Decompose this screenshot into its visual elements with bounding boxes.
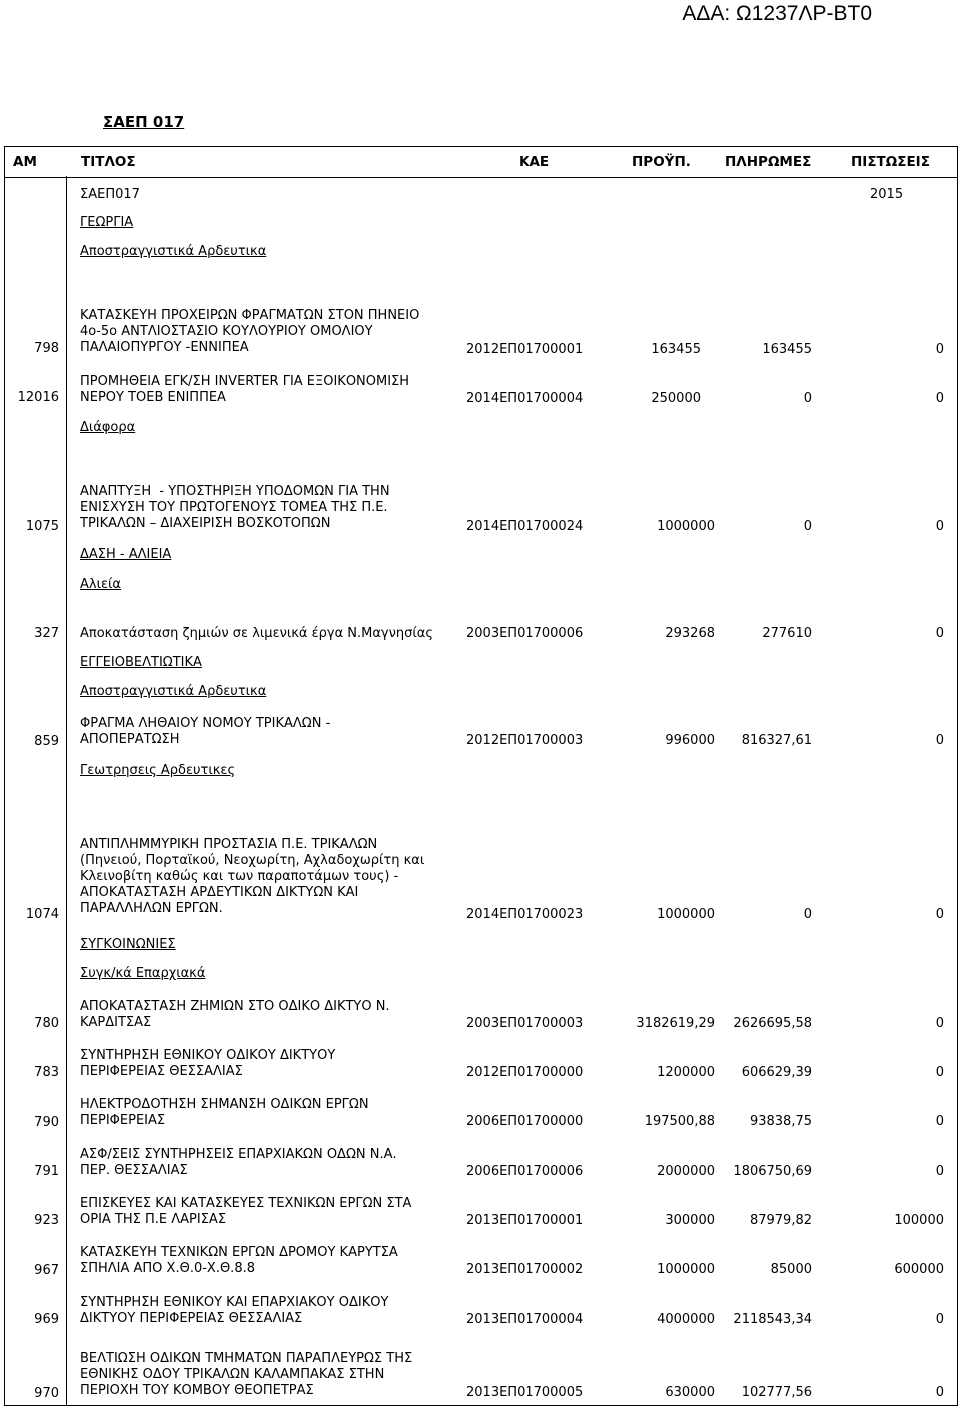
row-am: 327 [34,626,59,641]
row-title: ΣΥΝΤΗΡΗΣΗ ΕΘΝΙΚΟΥ ΚΑΙ ΕΠΑΡΧΙΑΚΟΥ ΟΔΙΚΟΥ ΔΙΚΤΥΟΥ ΠΕΡΙΦΕΡΕΙΑΣ ΘΕΣΣΑΛΙΑΣ [80,1295,389,1326]
row-proyp: 1000000 [657,519,715,534]
row-pliromes: 816327,61 [741,733,812,748]
row-kae: 2012ΕΠ01700001 [466,342,584,357]
category-label: Γεωτρησεις Αρδευτικες [80,763,236,778]
page-title: ΣΑΕΠ 017 [103,113,185,131]
header-pliromes: ΠΛΗΡΩΜΕΣ [725,154,812,170]
row-title: ΣΥΝΤΗΡΗΣΗ ΕΘΝΙΚΟΥ ΟΔΙΚΟΥ ΔΙΚΤΥΟΥ ΠΕΡΙΦΕΡΕΙΑΣ ΘΕΣΣΑΛΙΑΣ [80,1048,336,1079]
row-pistoseis: 0 [935,1065,944,1080]
row-pliromes: 0 [803,907,812,922]
row-pistoseis: 100000 [894,1213,944,1228]
row-am: 1075 [25,519,59,534]
table-header [4,146,958,178]
category-label: Συγκ/κά Επαρχιακά [80,966,206,981]
row-kae: 2014ΕΠ01700023 [466,907,584,922]
row-pliromes: 163455 [762,342,812,357]
row-am: 967 [34,1263,59,1278]
row-pliromes: 1806750,69 [733,1164,812,1179]
row-pistoseis: 0 [935,1312,944,1327]
row-proyp: 300000 [665,1213,715,1228]
sae-label: ΣΑΕΠ017 [80,187,140,202]
row-am: 790 [34,1115,59,1130]
row-am: 859 [34,734,59,749]
row-am: 798 [34,341,59,356]
row-am: 12016 [17,390,59,405]
row-pistoseis: 0 [935,391,944,406]
row-pistoseis: 600000 [894,1262,944,1277]
header-am: ΑΜ [13,154,37,170]
row-pistoseis: 0 [935,733,944,748]
row-pistoseis: 0 [935,519,944,534]
row-pliromes: 85000 [770,1262,812,1277]
row-kae: 2006ΕΠ01700000 [466,1114,584,1129]
row-kae: 2014ΕΠ01700024 [466,519,584,534]
row-proyp: 1000000 [657,907,715,922]
row-proyp: 250000 [651,391,701,406]
row-kae: 2012ΕΠ01700003 [466,733,584,748]
category-label: Αποστραγγιστικά Αρδευτικα [80,684,267,699]
row-pliromes: 87979,82 [749,1213,812,1228]
category-label: ΕΓΓΕΙΟΒΕΛΤΙΩΤΙΚΑ [80,655,202,670]
row-kae: 2013ΕΠ01700002 [466,1262,584,1277]
category-label: ΓΕΩΡΓΙΑ [80,215,134,230]
row-proyp: 163455 [651,342,701,357]
row-title: ΑΝΤΙΠΛΗΜΜΥΡΙΚΗ ΠΡΟΣΤΑΣΙΑ Π.Ε. ΤΡΙΚΑΛΩΝ (Πηνειού, Πορταϊκού, Νεοχωρίτη, Αχλαδοχωρίτη και Κλεινοβίτη καθώς και των παραποτάμων τους) - ΑΠΟΚΑΤΑΣΤΑΣΗ ΑΡΔΕΥΤΙΚΩΝ ΔΙΚΤΥΩΝ ΚΑΙ ΠΑΡΑΛΛΗΛΩΝ ΕΡΓΩΝ. [80,837,425,916]
row-title: ΑΠΟΚΑΤΑΣΤΑΣΗ ΖΗΜΙΩΝ ΣΤΟ ΟΔΙΚΟ ΔΙΚΤΥΟ Ν. ΚΑΡΔΙΤΣΑΣ [80,999,390,1030]
row-title: Αποκατάσταση ζημιών σε λιμενικά έργα Ν.Μαγνησίας [80,626,433,641]
row-title: ΒΕΛΤΙΩΣΗ ΟΔΙΚΩΝ ΤΜΗΜΑΤΩΝ ΠΑΡΑΠΛΕΥΡΩΣ ΤΗΣ ΕΘΝΙΚΗΣ ΟΔΟΥ ΤΡΙΚΑΛΩΝ ΚΑΛΑΜΠΑΚΑΣ ΣΤΗΝ ΠΕΡΙΟΧΗ ΤΟΥ ΚΟΜΒΟΥ ΘΕΟΠΕΤΡΑΣ [80,1351,413,1398]
row-proyp: 630000 [665,1385,715,1400]
sae-year: 2015 [870,187,904,202]
row-title: ΦΡΑΓΜΑ ΛΗΘΑΙΟΥ ΝΟΜΟΥ ΤΡΙΚΑΛΩΝ - ΑΠΟΠΕΡΑΤΩΣΗ [80,716,331,747]
row-pliromes: 606629,39 [741,1065,812,1080]
row-title: ΑΣΦ/ΣΕΙΣ ΣΥΝΤΗΡΗΣΕΙΣ ΕΠΑΡΧΙΑΚΩΝ ΟΔΩΝ Ν.Α. ΠΕΡ. ΘΕΣΣΑΛΙΑΣ [80,1147,397,1178]
row-proyp: 4000000 [657,1312,715,1327]
category-label: Διάφορα [80,420,136,435]
row-proyp: 996000 [665,733,715,748]
category-label: ΔΑΣΗ - ΑΛΙΕΙΑ [80,547,172,562]
header-titlos: ΤΙΤΛΟΣ [81,154,136,170]
column-divider [66,176,67,1406]
row-kae: 2013ΕΠ01700001 [466,1213,584,1228]
row-proyp: 1000000 [657,1262,715,1277]
header-kae: ΚΑΕ [519,154,550,170]
row-title: ΑΝΑΠΤΥΞΗ - ΥΠΟΣΤΗΡΙΞΗ ΥΠΟΔΟΜΩΝ ΓΙΑ ΤΗΝ ΕΝΙΣΧΥΣΗ ΤΟΥ ΠΡΩΤΟΓΕΝΟΥΣ ΤΟΜΕΑ ΤΗΣ Π.Ε. ΤΡΙΚΑΛΩΝ – ΔΙΑΧΕΙΡΙΣΗ ΒΟΣΚΟΤΟΠΩΝ [80,484,390,531]
row-pliromes: 102777,56 [741,1385,812,1400]
row-kae: 2003ΕΠ01700003 [466,1016,584,1031]
row-proyp: 293268 [665,626,715,641]
row-proyp: 2000000 [657,1164,715,1179]
row-am: 969 [34,1312,59,1327]
row-proyp: 197500,88 [644,1114,715,1129]
row-pliromes: 93838,75 [749,1114,812,1129]
row-pistoseis: 0 [935,1114,944,1129]
row-kae: 2003ΕΠ01700006 [466,626,584,641]
row-pistoseis: 0 [935,1385,944,1400]
row-pliromes: 0 [803,519,812,534]
row-am: 923 [34,1213,59,1228]
category-label: Αποστραγγιστικά Αρδευτικα [80,244,267,259]
row-pliromes: 277610 [762,626,812,641]
row-kae: 2012ΕΠ01700000 [466,1065,584,1080]
row-title: ΠΡΟΜΗΘΕΙΑ ΕΓΚ/ΣΗ INVERTER ΓΙΑ ΕΞΟΙΚΟΝΟΜΙΣΗ ΝΕΡΟΥ ΤΟΕΒ ΕΝΙΠΠΕΑ [80,374,410,405]
row-kae: 2014ΕΠ01700004 [466,391,584,406]
header-proyp: ΠΡΟΫΠ. [632,154,691,170]
row-pistoseis: 0 [935,626,944,641]
row-pistoseis: 0 [935,907,944,922]
row-title: ΕΠΙΣΚΕΥΕΣ ΚΑΙ ΚΑΤΑΣΚΕΥΕΣ ΤΕΧΝΙΚΩΝ ΕΡΓΩΝ ΣΤΑ ΟΡΙΑ ΤΗΣ Π.Ε ΛΑΡΙΣΑΣ [80,1196,412,1227]
header-pistoseis: ΠΙΣΤΩΣΕΙΣ [851,154,930,170]
row-title: ΚΑΤΑΣΚΕΥΗ ΤΕΧΝΙΚΩΝ ΕΡΓΩΝ ΔΡΟΜΟΥ ΚΑΡΥΤΣΑ ΣΠΗΛΙΑ ΑΠΟ Χ.Θ.0-Χ.Θ.8.8 [80,1245,398,1276]
row-am: 1074 [25,907,59,922]
row-pistoseis: 0 [935,1164,944,1179]
row-title: ΚΑΤΑΣΚΕΥΗ ΠΡΟΧΕΙΡΩΝ ΦΡΑΓΜΑΤΩΝ ΣΤΟΝ ΠΗΝΕΙΟ 4ο-5ο ΑΝΤΛΙΟΣΤΑΣΙΟ ΚΟΥΛΟΥΡΙΟΥ ΟΜΟΛΙΟΥ ΠΑΛΑΙΟΠΥΡΓΟΥ -ΕΝΝΙΠΕΑ [80,308,420,355]
row-kae: 2006ΕΠ01700006 [466,1164,584,1179]
row-am: 970 [34,1386,59,1401]
category-label: ΣΥΓΚΟΙΝΩΝΙΕΣ [80,937,176,952]
row-pliromes: 0 [803,391,812,406]
row-title: ΗΛΕΚΤΡΟΔΟΤΗΣΗ ΣΗΜΑΝΣΗ ΟΔΙΚΩΝ ΕΡΓΩΝ ΠΕΡΙΦΕΡΕΙΑΣ [80,1097,369,1128]
row-pliromes: 2118543,34 [733,1312,812,1327]
row-proyp: 3182619,29 [636,1016,715,1031]
row-am: 791 [34,1164,59,1179]
row-pistoseis: 0 [935,342,944,357]
category-label: Αλιεία [80,577,121,592]
row-am: 780 [34,1016,59,1031]
row-am: 783 [34,1065,59,1080]
row-pistoseis: 0 [935,1016,944,1031]
row-proyp: 1200000 [657,1065,715,1080]
row-kae: 2013ΕΠ01700005 [466,1385,584,1400]
ada-watermark: ΑΔΑ: Ω1237ΛΡ-ΒΤ0 [682,2,872,25]
row-pliromes: 2626695,58 [733,1016,812,1031]
row-kae: 2013ΕΠ01700004 [466,1312,584,1327]
